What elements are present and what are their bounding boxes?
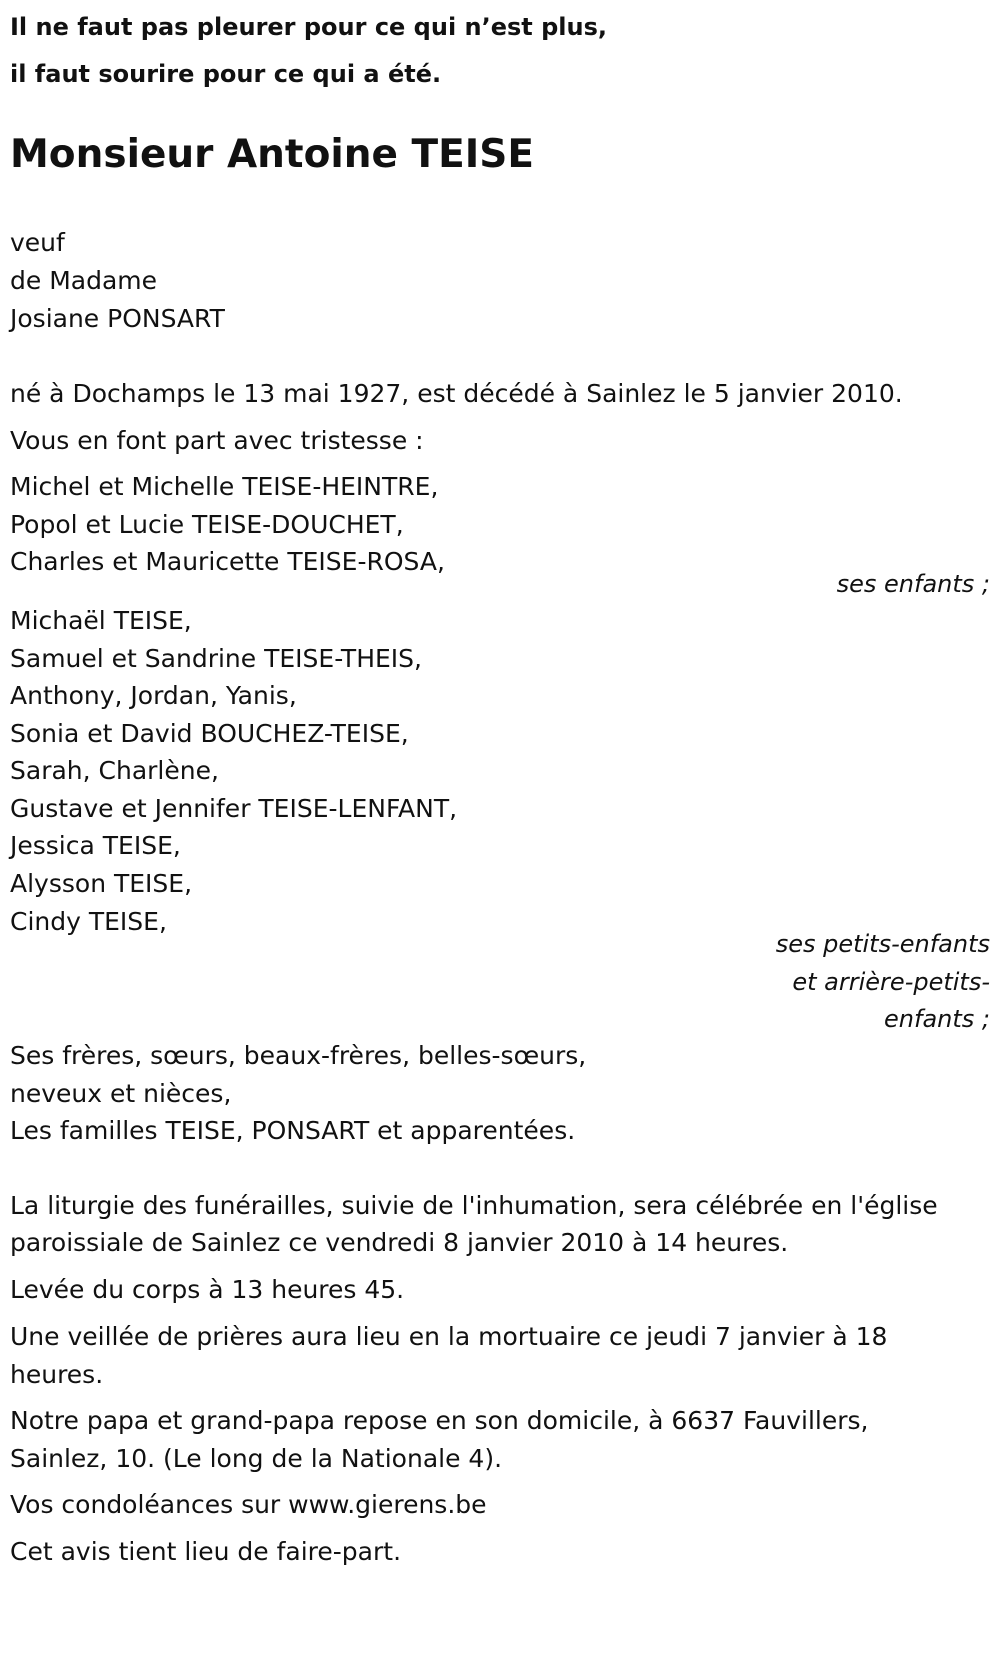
grandchildren-role: ses petits-enfants [775,930,990,958]
levee-line: Levée du corps à 13 heures 45. [10,1275,405,1304]
birth-death-line: né à Dochamps le 13 mai 1927, est décédé à Sainlez le 5 janvier 2010. [10,379,903,408]
spouse-line: Josiane PONSART [10,304,225,333]
children-role: ses enfants ; [836,570,990,598]
child-entry: Charles et Mauricette TEISE-ROSA, [10,547,445,576]
deceased-name: Monsieur Antoine TEISE [10,132,535,177]
epigraph-line: Il ne faut pas pleurer pour ce qui n’est plus, [10,13,608,41]
relatives-line: neveux et nièces, [10,1079,232,1108]
spouse-line: veuf [10,228,65,257]
liturgy-line: La liturgie des funérailles, suivie de l'inhumation, sera célébrée en l'église [10,1191,938,1220]
child-entry: Popol et Lucie TEISE-DOUCHET, [10,510,404,539]
announcement-line: Vous en font part avec tristesse : [10,426,424,455]
grandchild-entry: Sarah, Charlène, [10,756,219,785]
grandchildren-role: enfants ; [884,1005,990,1033]
grandchild-entry: Samuel et Sandrine TEISE-THEIS, [10,644,422,673]
rest-line: Sainlez, 10. (Le long de la Nationale 4). [10,1444,503,1473]
condolences-line: Vos condoléances sur www.gierens.be [10,1490,487,1519]
spouse-line: de Madame [10,266,158,295]
liturgy-line: paroissiale de Sainlez ce vendredi 8 janvier 2010 à 14 heures. [10,1228,789,1257]
vigil-line: heures. [10,1360,104,1389]
grandchild-entry: Cindy TEISE, [10,907,167,936]
grandchild-entry: Sonia et David BOUCHEZ-TEISE, [10,719,409,748]
child-entry: Michel et Michelle TEISE-HEINTRE, [10,472,439,501]
grandchild-entry: Gustave et Jennifer TEISE-LENFANT, [10,794,458,823]
relatives-line: Les familles TEISE, PONSART et apparentées. [10,1116,576,1145]
grandchild-entry: Michaël TEISE, [10,606,192,635]
grandchild-entry: Alysson TEISE, [10,869,193,898]
vigil-line: Une veillée de prières aura lieu en la mortuaire ce jeudi 7 janvier à 18 [10,1322,888,1351]
grandchild-entry: Anthony, Jordan, Yanis, [10,681,297,710]
grandchildren-role: et arrière-petits- [792,968,990,996]
relatives-line: Ses frères, sœurs, beaux-frères, belles-sœurs, [10,1041,587,1070]
notice-line: Cet avis tient lieu de faire-part. [10,1537,402,1566]
rest-line: Notre papa et grand-papa repose en son domicile, à 6637 Fauvillers, [10,1406,869,1435]
grandchild-entry: Jessica TEISE, [10,831,181,860]
epigraph-line: il faut sourire pour ce qui a été. [10,60,442,88]
